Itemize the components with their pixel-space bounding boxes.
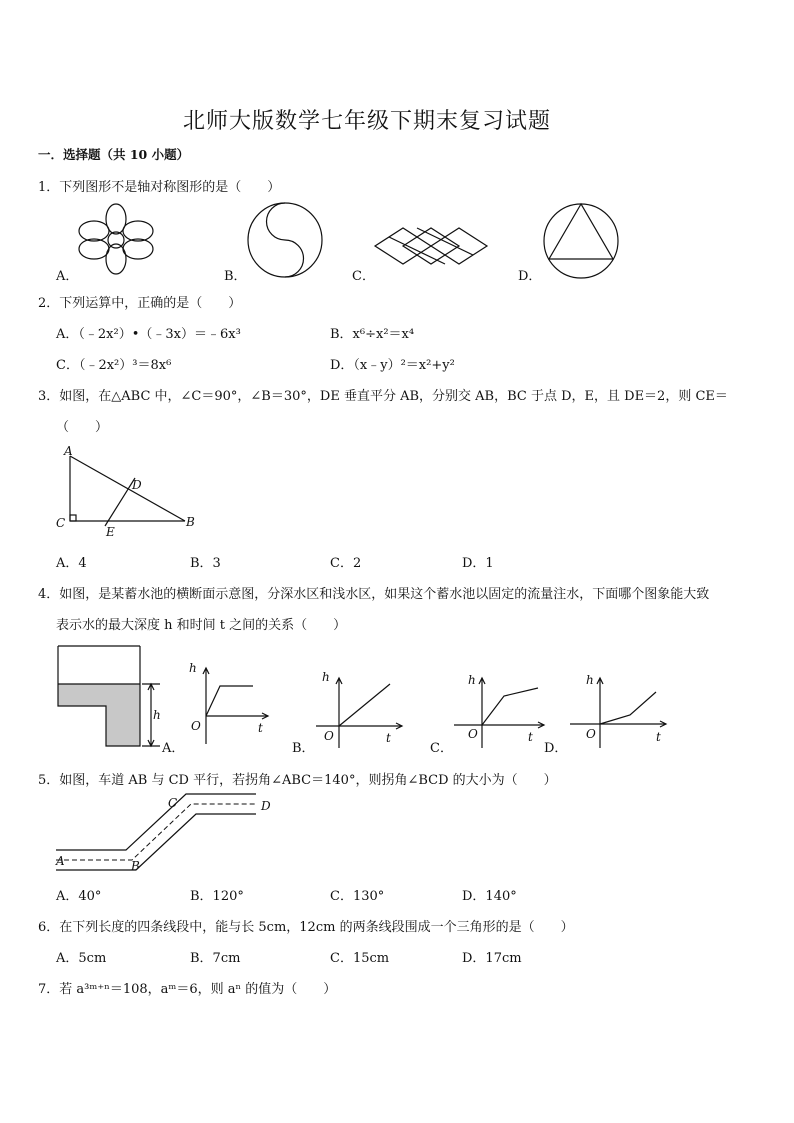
- q4-stem-line2: 表示水的最大深度 h 和时间 t 之间的关系（ ）: [56, 618, 347, 633]
- q6-option-a[interactable]: A．5cm: [56, 951, 107, 966]
- q5-label-b: B: [131, 859, 140, 873]
- q4-option-c[interactable]: C．: [430, 741, 453, 756]
- q3-option-a[interactable]: A．4: [56, 556, 87, 571]
- q3-label-d: D: [132, 478, 142, 492]
- q1-figure-flower: [78, 203, 156, 275]
- q6-option-d[interactable]: D．17cm: [462, 951, 522, 966]
- q4-b-o: O: [324, 729, 334, 743]
- q3-stem-line2: （ ）: [56, 420, 109, 435]
- q4-d-o: O: [586, 727, 596, 741]
- q4-graph-a: [188, 658, 270, 748]
- q1-figure-triangle-in-circle: [543, 203, 619, 279]
- q5-label-a: A: [56, 854, 65, 868]
- q1-option-c[interactable]: C．: [352, 269, 375, 284]
- q3-stem-line1: 3．如图，在△ABC 中，∠C＝90°，∠B＝30°，DE 垂直平分 AB，分别交 AB，BC 于点 D，E，且 DE＝2，则 CE＝: [38, 389, 728, 404]
- q5-option-b[interactable]: B．120°: [190, 889, 244, 904]
- q4-a-h: h: [189, 661, 197, 675]
- q1-option-b[interactable]: B．: [224, 269, 247, 284]
- q4-option-a[interactable]: A．: [162, 741, 185, 756]
- q2-option-a[interactable]: A．（﹣2x²）•（﹣3x）＝﹣6x³: [56, 327, 241, 342]
- q2-option-b[interactable]: B．x⁶÷x²＝x⁴: [330, 327, 415, 342]
- q7-stem: 7．若 a³ᵐ⁺ⁿ＝108，aᵐ＝6，则 aⁿ 的值为（ ）: [38, 982, 337, 997]
- q3-option-c[interactable]: C．2: [330, 556, 362, 571]
- q6-stem: 6．在下列长度的四条线段中，能与长 5cm，12cm 的两条线段围成一个三角形的是（ ）: [38, 920, 574, 935]
- q4-d-t: t: [656, 730, 661, 744]
- q5-option-a[interactable]: A．40°: [56, 889, 102, 904]
- q6-option-c[interactable]: C．15cm: [330, 951, 390, 966]
- q2-option-c[interactable]: C．（﹣2x²）³＝8x⁶: [56, 358, 172, 373]
- q5-label-d: D: [261, 799, 271, 813]
- q4-option-d[interactable]: D．: [544, 741, 568, 756]
- q4-graph-d: [570, 668, 668, 748]
- q4-pool-cross-section: [58, 646, 163, 748]
- q5-label-c: C: [168, 796, 178, 810]
- q3-option-d[interactable]: D．1: [462, 556, 494, 571]
- q4-d-h: h: [586, 673, 594, 687]
- q3-label-e: E: [106, 525, 115, 539]
- q2-stem: 2．下列运算中，正确的是（ ）: [38, 296, 242, 311]
- section-heading: 一．选择题（共 10 小题）: [38, 147, 190, 162]
- q1-option-a[interactable]: A．: [56, 269, 79, 284]
- q3-option-b[interactable]: B．3: [190, 556, 221, 571]
- q6-option-b[interactable]: B．7cm: [190, 951, 241, 966]
- q1-stem: 1．下列图形不是轴对称图形的是（ ）: [38, 180, 281, 195]
- page-title: 北师大版数学七年级下期末复习试题: [183, 109, 552, 134]
- q4-pool-h-label: h: [153, 708, 161, 722]
- q1-figure-yin-yang: [247, 202, 323, 278]
- q1-figure-diamond-lattice: [375, 228, 487, 264]
- q4-c-t: t: [528, 730, 533, 744]
- q5-road-figure: [56, 790, 286, 872]
- q4-graph-c: [454, 668, 544, 748]
- q4-c-h: h: [468, 673, 476, 687]
- q4-a-t: t: [258, 721, 263, 735]
- q3-label-b: B: [186, 515, 195, 529]
- q4-b-h: h: [322, 670, 330, 684]
- q2-option-d[interactable]: D．（x﹣y）²＝x²+y²: [330, 358, 455, 373]
- q5-option-c[interactable]: C．130°: [330, 889, 385, 904]
- q4-graph-b: [316, 668, 402, 748]
- q5-stem: 5．如图，车道 AB 与 CD 平行，若拐角∠ABC＝140°，则拐角∠BCD 的大小为（ ）: [38, 773, 557, 788]
- q5-option-d[interactable]: D．140°: [462, 889, 517, 904]
- q4-b-t: t: [386, 731, 391, 745]
- q3-label-a: A: [64, 444, 73, 458]
- q4-c-o: O: [468, 727, 478, 741]
- q1-option-d[interactable]: D．: [518, 269, 542, 284]
- q4-stem-line1: 4．如图，是某蓄水池的横断面示意图，分深水区和浅水区，如果这个蓄水池以固定的流量注水，下面哪个图象能大致: [38, 587, 710, 602]
- q4-a-o: O: [191, 719, 201, 733]
- q3-label-c: C: [56, 516, 66, 530]
- q3-triangle-figure: [55, 443, 205, 538]
- q4-option-b[interactable]: B．: [292, 741, 315, 756]
